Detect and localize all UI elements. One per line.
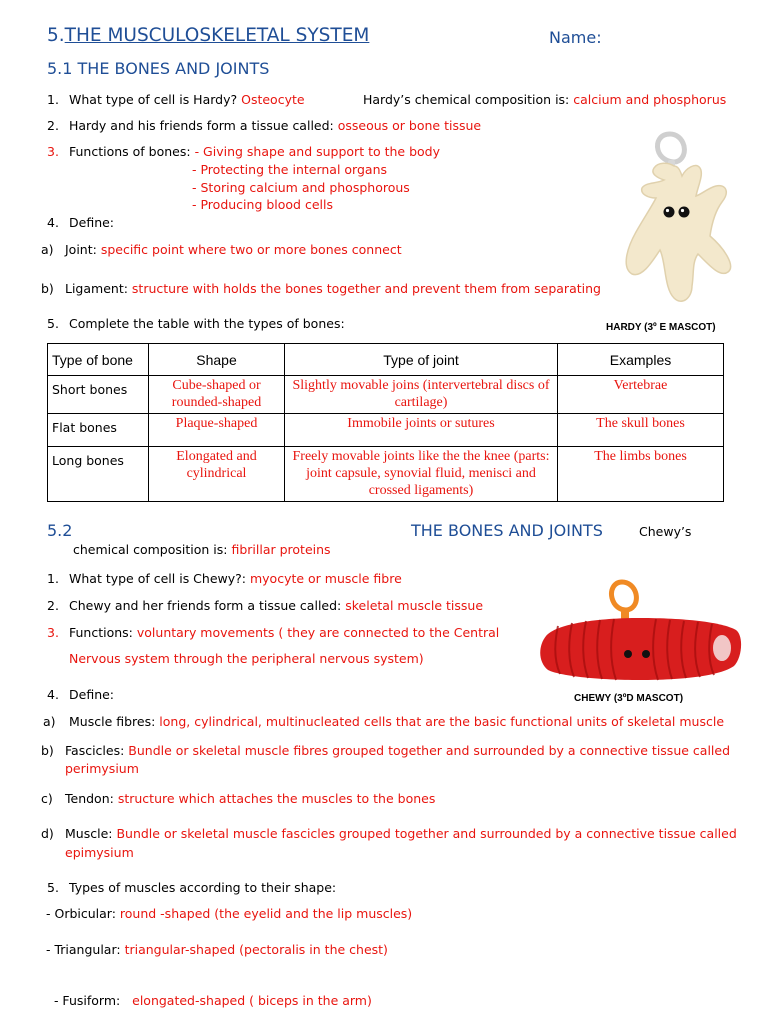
term-text: - Orbicular: <box>46 906 120 921</box>
term-text: Joint: <box>65 242 101 257</box>
answer-text: myocyte or muscle fibre <box>249 571 402 586</box>
question-number: 5. <box>47 316 59 331</box>
column-header: Type of joint <box>285 344 558 376</box>
hardy-mascot-image <box>612 122 742 322</box>
term-text: Muscle: <box>65 826 117 841</box>
question-3 <box>47 625 499 641</box>
define-muscle-fibres <box>43 714 724 730</box>
section-heading-5-2: THE BONES AND JOINTS <box>411 521 603 540</box>
question-text: What type of cell is Chewy?: <box>69 571 250 586</box>
question-text: Functions of bones: <box>69 144 195 159</box>
answer-text: skeletal muscle tissue <box>345 598 484 613</box>
chewy-mascot-image <box>536 574 748 692</box>
define-fascicles <box>41 743 730 759</box>
answer-text: calcium and phosphorus <box>573 92 727 107</box>
table-row <box>48 376 724 414</box>
question-text: Functions: <box>69 625 137 640</box>
answer-text: triangular-shaped (pectoralis in the chest) <box>124 942 388 957</box>
question-text: Types of muscles according to their shape: <box>69 880 337 895</box>
answer-text: structure which attaches the muscles to the bones <box>117 791 436 806</box>
table-cell: Long bones <box>48 447 149 502</box>
answer-text: perimysium <box>65 761 139 776</box>
question-number: 4. <box>47 215 59 230</box>
table-cell: Immobile joints or sutures <box>285 414 558 447</box>
table-cell: Short bones <box>48 376 149 414</box>
question-number: 1. <box>47 92 59 107</box>
question-number: 1. <box>47 571 59 586</box>
table-cell: Cube-shaped or rounded-shaped <box>149 376 285 414</box>
define-tendon <box>41 791 435 807</box>
question-5 <box>47 880 336 896</box>
define-ligament <box>41 281 601 297</box>
title-text: THE MUSCULOSKELETAL SYSTEM <box>64 25 370 46</box>
answer-text: structure with holds the bones together and prevent them from separating <box>131 281 601 296</box>
item-label: a) <box>43 714 56 729</box>
table-cell: Vertebrae <box>558 376 724 414</box>
table-cell: Flat bones <box>48 414 149 447</box>
table-cell: Plaque-shaped <box>149 414 285 447</box>
term-text: Muscle fibres: <box>69 714 160 729</box>
hardy-composition <box>363 92 726 108</box>
hardy-caption: HARDY (3º E MASCOT) <box>606 322 716 333</box>
question-number: 3. <box>47 625 59 640</box>
answer-text: fibrillar proteins <box>231 542 331 557</box>
answer-text: - Giving shape and support to the body <box>194 144 440 159</box>
answer-text: elongated-shaped ( biceps in the arm) <box>132 993 372 1008</box>
name-label: Name: <box>549 28 602 47</box>
question-number: 3. <box>47 144 59 159</box>
question-4 <box>47 687 114 703</box>
question-text: chemical composition is: <box>73 542 232 557</box>
column-header: Type of bone <box>48 344 149 376</box>
term-text: - Fusiform: <box>53 993 133 1008</box>
question-1 <box>47 92 305 108</box>
term-text: - Triangular: <box>46 942 125 957</box>
table-cell: Freely movable joints like the the knee (parts: joint capsule, synovial fluid, menisci and crossed ligaments) <box>285 447 558 502</box>
question-4 <box>47 215 114 231</box>
chewy-label: Chewy’s <box>639 524 692 539</box>
table-cell: Slightly movable joins (intervertebral discs of cartilage) <box>285 376 558 414</box>
chewy-caption: CHEWY (3ºD MASCOT) <box>574 693 684 704</box>
term-text: Fascicles: <box>65 743 129 758</box>
column-header: Shape <box>149 344 285 376</box>
section-heading-5-2-number: 5.2 <box>47 521 73 540</box>
question-5 <box>47 316 345 332</box>
question-text: What type of cell is Hardy? <box>69 92 242 107</box>
question-text: Complete the table with the types of bones: <box>69 316 345 331</box>
question-2 <box>47 118 481 134</box>
question-1 <box>47 571 402 587</box>
answer-text: - Storing calcium and phosphorous <box>192 180 410 195</box>
table-header-row <box>48 344 724 376</box>
define-muscle <box>41 826 737 842</box>
item-label: b) <box>41 281 54 296</box>
answer-text: round -shaped (the eyelid and the lip muscles) <box>119 906 413 921</box>
question-text: Chewy and her friends form a tissue called: <box>69 598 346 613</box>
item-label: a) <box>41 242 54 257</box>
answer-text: Bundle or skeletal muscle fibres grouped together and surrounded by a connective tissue called <box>128 743 731 758</box>
column-header: Examples <box>558 344 724 376</box>
question-number: 2. <box>47 118 59 133</box>
table-cell: The skull bones <box>558 414 724 447</box>
question-3 <box>47 144 440 160</box>
bone-types-table <box>47 343 724 502</box>
table-row <box>48 414 724 447</box>
answer-text: epimysium <box>65 845 134 860</box>
question-text: Hardy and his friends form a tissue called: <box>69 118 338 133</box>
title-number: 5. <box>47 25 65 46</box>
answer-text: - Protecting the internal organs <box>192 162 388 177</box>
answer-text: - Producing blood cells <box>192 197 333 212</box>
item-label: b) <box>41 743 54 758</box>
term-text: Ligament: <box>65 281 132 296</box>
chewy-composition <box>73 542 331 558</box>
muscle-type-triangular <box>46 942 388 958</box>
table-cell: Elongated and cylindrical <box>149 447 285 502</box>
item-label: c) <box>41 791 53 806</box>
muscle-type-orbicular <box>46 906 412 922</box>
question-text: Define: <box>69 215 115 230</box>
answer-text: Bundle or skeletal muscle fascicles grouped together and surrounded by a connective tissue called <box>116 826 737 841</box>
answer-text: osseous or bone tissue <box>337 118 482 133</box>
question-number: 5. <box>47 880 59 895</box>
table-row <box>48 447 724 502</box>
question-2 <box>47 598 483 614</box>
section-heading-5-1: 5.1 THE BONES AND JOINTS <box>47 59 270 78</box>
table-cell: The limbs bones <box>558 447 724 502</box>
answer-text: Osteocyte <box>241 92 305 107</box>
item-label: d) <box>41 826 54 841</box>
question-number: 2. <box>47 598 59 613</box>
question-text: Hardy’s chemical composition is: <box>363 92 574 107</box>
answer-text: voluntary movements ( they are connected to the Central <box>136 625 500 640</box>
answer-text: long, cylindrical, multinucleated cells that are the basic functional units of skeletal muscle <box>159 714 725 729</box>
question-number: 4. <box>47 687 59 702</box>
answer-text: specific point where two or more bones connect <box>100 242 402 257</box>
question-text: Define: <box>69 687 115 702</box>
define-joint <box>41 242 402 258</box>
muscle-type-fusiform <box>46 977 372 1009</box>
term-text: Tendon: <box>65 791 118 806</box>
page-title <box>47 25 369 47</box>
answer-text: Nervous system through the peripheral nervous system) <box>69 651 424 666</box>
